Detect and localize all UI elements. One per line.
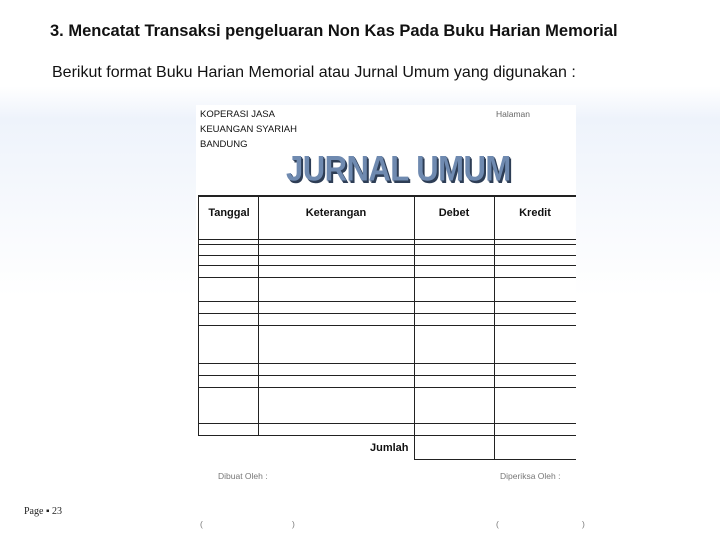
- org-line: BANDUNG: [200, 139, 248, 150]
- slide-title: 3. Mencatat Transaksi pengeluaran Non Kas Pada Buku Harian Memorial: [50, 22, 618, 40]
- org-line: KEUANGAN SYARIAH: [200, 124, 297, 135]
- column-header-tanggal: Tanggal: [208, 207, 250, 219]
- column-line: [198, 195, 199, 435]
- column-header-kredit: Kredit: [519, 207, 551, 219]
- row-line: [198, 255, 576, 256]
- row-line: [198, 239, 576, 240]
- row-line: [198, 301, 576, 302]
- row-line: [198, 244, 576, 245]
- signature-right-label: Diperiksa Oleh :: [500, 471, 561, 481]
- halaman-label: Halaman: [496, 109, 531, 119]
- column-line: [258, 195, 259, 435]
- table-top-border: [198, 195, 576, 197]
- row-line: [198, 363, 576, 364]
- signature-left-close: ): [292, 519, 295, 529]
- column-header-keterangan: Keterangan: [305, 207, 367, 219]
- signature-left-label: Dibuat Oleh :: [218, 471, 268, 481]
- column-header-debet: Debet: [438, 207, 470, 219]
- page-number: Page ▪ 23: [24, 506, 62, 517]
- jumlah-label: Jumlah: [370, 442, 409, 454]
- row-line: [198, 375, 576, 376]
- journal-title: JURNAL UMUM: [286, 148, 511, 189]
- row-line: [198, 277, 576, 278]
- column-line: [414, 195, 415, 459]
- org-line: KOPERASI JASA: [200, 109, 275, 120]
- row-line: [198, 265, 576, 266]
- row-line: [198, 313, 576, 314]
- row-line: [198, 387, 576, 388]
- signature-right-close: ): [582, 519, 585, 529]
- row-line: [198, 435, 576, 436]
- total-row-bottom: [414, 459, 576, 460]
- row-line: [198, 423, 576, 424]
- signature-left-open: (: [200, 519, 203, 529]
- signature-right-open: (: [496, 519, 499, 529]
- slide-subtitle: Berikut format Buku Harian Memorial atau Jurnal Umum yang digunakan :: [52, 64, 576, 81]
- row-line: [198, 325, 576, 326]
- organization-name: [200, 107, 297, 152]
- column-line: [494, 195, 495, 459]
- journal-form: [196, 105, 585, 540]
